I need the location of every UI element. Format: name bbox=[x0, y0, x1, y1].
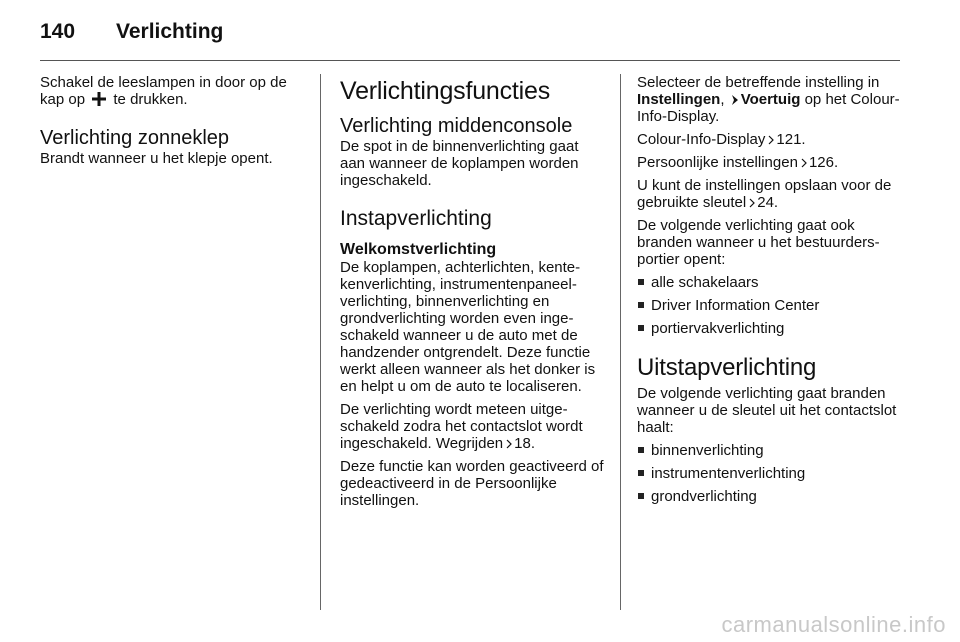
select-setting-text: Selecteer de betreffende instelling in Instellingen, Voertuig op het Colour-Info-Display. bbox=[637, 74, 900, 125]
list-item: binnenverlichting bbox=[637, 442, 900, 459]
reference-arrow-icon bbox=[506, 439, 512, 449]
bullet-icon bbox=[638, 447, 644, 453]
page-header bbox=[40, 18, 900, 46]
reference-colour-info-display: Colour-Info-Display 121. bbox=[637, 131, 806, 148]
reference-personal-settings: Persoonlijke instellingen 126. bbox=[637, 154, 839, 171]
exit-lighting-list bbox=[637, 442, 900, 505]
sunvisor-text: Brandt wanneer u het klepje opent. bbox=[40, 150, 273, 167]
column-3 bbox=[637, 74, 900, 511]
exit-lighting-heading: Uitstapverlichting bbox=[637, 354, 817, 381]
column-1 bbox=[40, 74, 305, 173]
plus-icon bbox=[92, 92, 106, 106]
sunvisor-heading: Verlichting zonneklep bbox=[40, 127, 230, 149]
watermark: carmanualsonline.info bbox=[721, 612, 946, 637]
entry-lighting-heading: Instapverlichting bbox=[340, 207, 492, 230]
bullet-icon bbox=[638, 493, 644, 499]
center-console-text: De spot in de binnenverlichting gaat aan wanneer de koplampen worden ingeschakeld. bbox=[340, 138, 579, 189]
section-heading-functions: Verlichtingsfuncties bbox=[340, 77, 551, 105]
save-settings-text: U kunt de instellingen opslaan voor de gebruikte sleutel 24. bbox=[637, 177, 892, 211]
center-console-heading: Verlichting middenconsole bbox=[340, 115, 573, 137]
header-divider bbox=[40, 60, 900, 61]
bullet-icon bbox=[638, 302, 644, 308]
switch-off-text: De verlichting wordt meteen uitgeschakeld zodra het contactslot wordt ingeschakeld. Wegrijden 18. bbox=[340, 401, 583, 452]
reference-arrow-icon bbox=[749, 198, 755, 208]
page-number: 140 bbox=[40, 20, 76, 43]
activation-text: Deze functie kan worden geactiveerd of gedeactiveerd in de Persoonlijke instellingen. bbox=[340, 458, 604, 509]
list-item: portiervakverlichting bbox=[637, 320, 900, 337]
list-item: grondverlichting bbox=[637, 488, 900, 505]
door-open-text: De volgende verlichting gaat ook branden wanneer u het bestuurdersportier opent: bbox=[637, 217, 880, 268]
bullet-icon bbox=[638, 325, 644, 331]
column-2 bbox=[340, 74, 605, 515]
bullet-icon bbox=[638, 470, 644, 476]
reading-lamp-text: Schakel de leeslampen in door op de kap op te drukken. bbox=[40, 74, 287, 108]
column-divider-2 bbox=[620, 74, 621, 610]
vehicle-label: Voertuig bbox=[740, 91, 801, 108]
menu-arrow-icon bbox=[731, 95, 739, 105]
settings-label: Instellingen bbox=[637, 91, 721, 108]
list-item: instrumentenverlichting bbox=[637, 465, 900, 482]
exit-lighting-text: De volgende verlichting gaat branden wanneer u de sleutel uit het contactslot haalt: bbox=[637, 385, 897, 436]
door-open-list bbox=[637, 274, 900, 337]
column-divider-1 bbox=[320, 74, 321, 610]
welcome-lighting-text: De koplampen, achterlichten, kentekenverlichting, instrumentenpaneelverlichting, binnenverlichting en grondverlichting worden even ingeschakeld wanneer u de auto met de handzender ontgrendelt. Deze functie werkt alleen wanneer als het donker is en helpt u om de auto te localiseren. bbox=[340, 259, 596, 395]
reference-arrow-icon bbox=[768, 135, 774, 145]
bullet-icon bbox=[638, 279, 644, 285]
page-title: Verlichting bbox=[116, 20, 224, 43]
reference-arrow-icon bbox=[801, 158, 807, 168]
list-item: Driver Information Center bbox=[637, 297, 900, 314]
list-item: alle schakelaars bbox=[637, 274, 900, 291]
welcome-lighting-heading: Welkomstverlichting bbox=[340, 241, 497, 258]
